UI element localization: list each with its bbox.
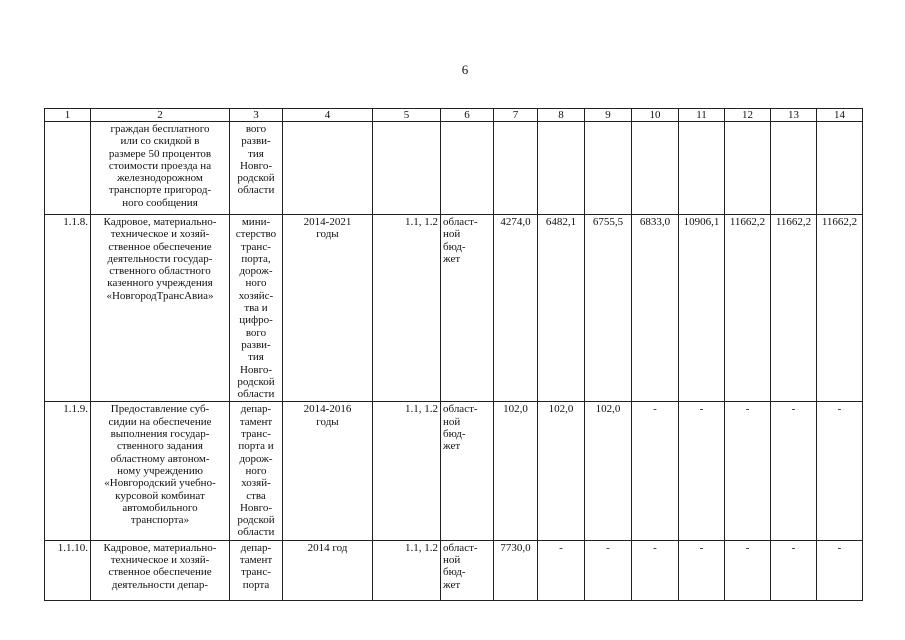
header-cell: 6: [441, 109, 494, 122]
target-ref: 1.1, 1.2: [373, 540, 441, 600]
target-ref: 1.1, 1.2: [373, 402, 441, 540]
target-ref: 1.1, 1.2: [373, 215, 441, 402]
item-number: 1.1.10.: [45, 540, 91, 600]
table-row: [45, 122, 863, 215]
header-cell: 10: [632, 109, 679, 122]
activity-name: Кадровое, материально- техническое и хозяй- ственное обеспечение деятельности депар-: [91, 540, 230, 600]
value-cell: -: [632, 540, 679, 600]
activity-name: Предоставление суб- сидии на обеспечение выполнения государ- ственного задания областному автоном- ному учреждению «Новгородский учебно- курсовой комбинат автомобильного транспорта»: [91, 402, 230, 540]
value-cell: -: [725, 402, 771, 540]
period: [283, 122, 373, 215]
header-cell: 8: [538, 109, 585, 122]
header-cell: 5: [373, 109, 441, 122]
executor: вого разви- тия Новго- родской области: [230, 122, 283, 215]
period: 2014 год: [283, 540, 373, 600]
value-cell: [494, 122, 538, 215]
table-row: [45, 215, 863, 402]
executor: депар- тамент транс- порта и дорож- ного хозяй- ства Новго- родской области: [230, 402, 283, 540]
item-number: 1.1.9.: [45, 402, 91, 540]
item-number: [45, 122, 91, 215]
executor: мини- стерство транс- порта, дорож- ного хозяйс- тва и цифро- вого разви- тия Новго- родской области: [230, 215, 283, 402]
value-cell: [817, 122, 863, 215]
value-cell: 10906,1: [679, 215, 725, 402]
value-cell: [679, 122, 725, 215]
header-cell: 13: [771, 109, 817, 122]
item-number: 1.1.8.: [45, 215, 91, 402]
value-cell: 102,0: [538, 402, 585, 540]
value-cell: 7730,0: [494, 540, 538, 600]
value-cell: 102,0: [494, 402, 538, 540]
funding-source: [441, 122, 494, 215]
value-cell: -: [679, 540, 725, 600]
table-row: [45, 540, 863, 600]
value-cell: -: [771, 402, 817, 540]
value-cell: [771, 122, 817, 215]
value-cell: -: [771, 540, 817, 600]
value-cell: 6755,5: [585, 215, 632, 402]
header-cell: 1: [45, 109, 91, 122]
value-cell: -: [817, 402, 863, 540]
value-cell: 4274,0: [494, 215, 538, 402]
executor: депар- тамент транс- порта: [230, 540, 283, 600]
value-cell: [538, 122, 585, 215]
header-cell: 3: [230, 109, 283, 122]
header-cell: 4: [283, 109, 373, 122]
header-cell: 7: [494, 109, 538, 122]
value-cell: [725, 122, 771, 215]
value-cell: 11662,2: [771, 215, 817, 402]
target-ref: [373, 122, 441, 215]
value-cell: 11662,2: [817, 215, 863, 402]
funding-source: област- ной бюд- жет: [441, 402, 494, 540]
value-cell: 6482,1: [538, 215, 585, 402]
header-cell: 12: [725, 109, 771, 122]
header-cell: 9: [585, 109, 632, 122]
activity-name: граждан бесплатного или со скидкой в размере 50 процентов стоимости проезда на железнодорожном транспорте пригород- ного сообщения: [91, 122, 230, 215]
program-table: [44, 108, 863, 601]
period: 2014-2016 годы: [283, 402, 373, 540]
value-cell: 6833,0: [632, 215, 679, 402]
value-cell: [632, 122, 679, 215]
value-cell: -: [679, 402, 725, 540]
value-cell: -: [725, 540, 771, 600]
funding-source: област- ной бюд- жет: [441, 215, 494, 402]
value-cell: 102,0: [585, 402, 632, 540]
value-cell: -: [817, 540, 863, 600]
value-cell: -: [538, 540, 585, 600]
value-cell: -: [632, 402, 679, 540]
table-row: [45, 402, 863, 540]
value-cell: 11662,2: [725, 215, 771, 402]
header-row: [45, 109, 863, 122]
header-cell: 2: [91, 109, 230, 122]
activity-name: Кадровое, материально- техническое и хозяй- ственное обеспечение деятельности государ- ственного областного казенного учреждения «НовгородТрансАвиа»: [91, 215, 230, 402]
page-number: 6: [461, 62, 469, 77]
period: 2014-2021 годы: [283, 215, 373, 402]
value-cell: [585, 122, 632, 215]
header-cell: 11: [679, 109, 725, 122]
header-cell: 14: [817, 109, 863, 122]
funding-source: област- ной бюд- жет: [441, 540, 494, 600]
value-cell: -: [585, 540, 632, 600]
